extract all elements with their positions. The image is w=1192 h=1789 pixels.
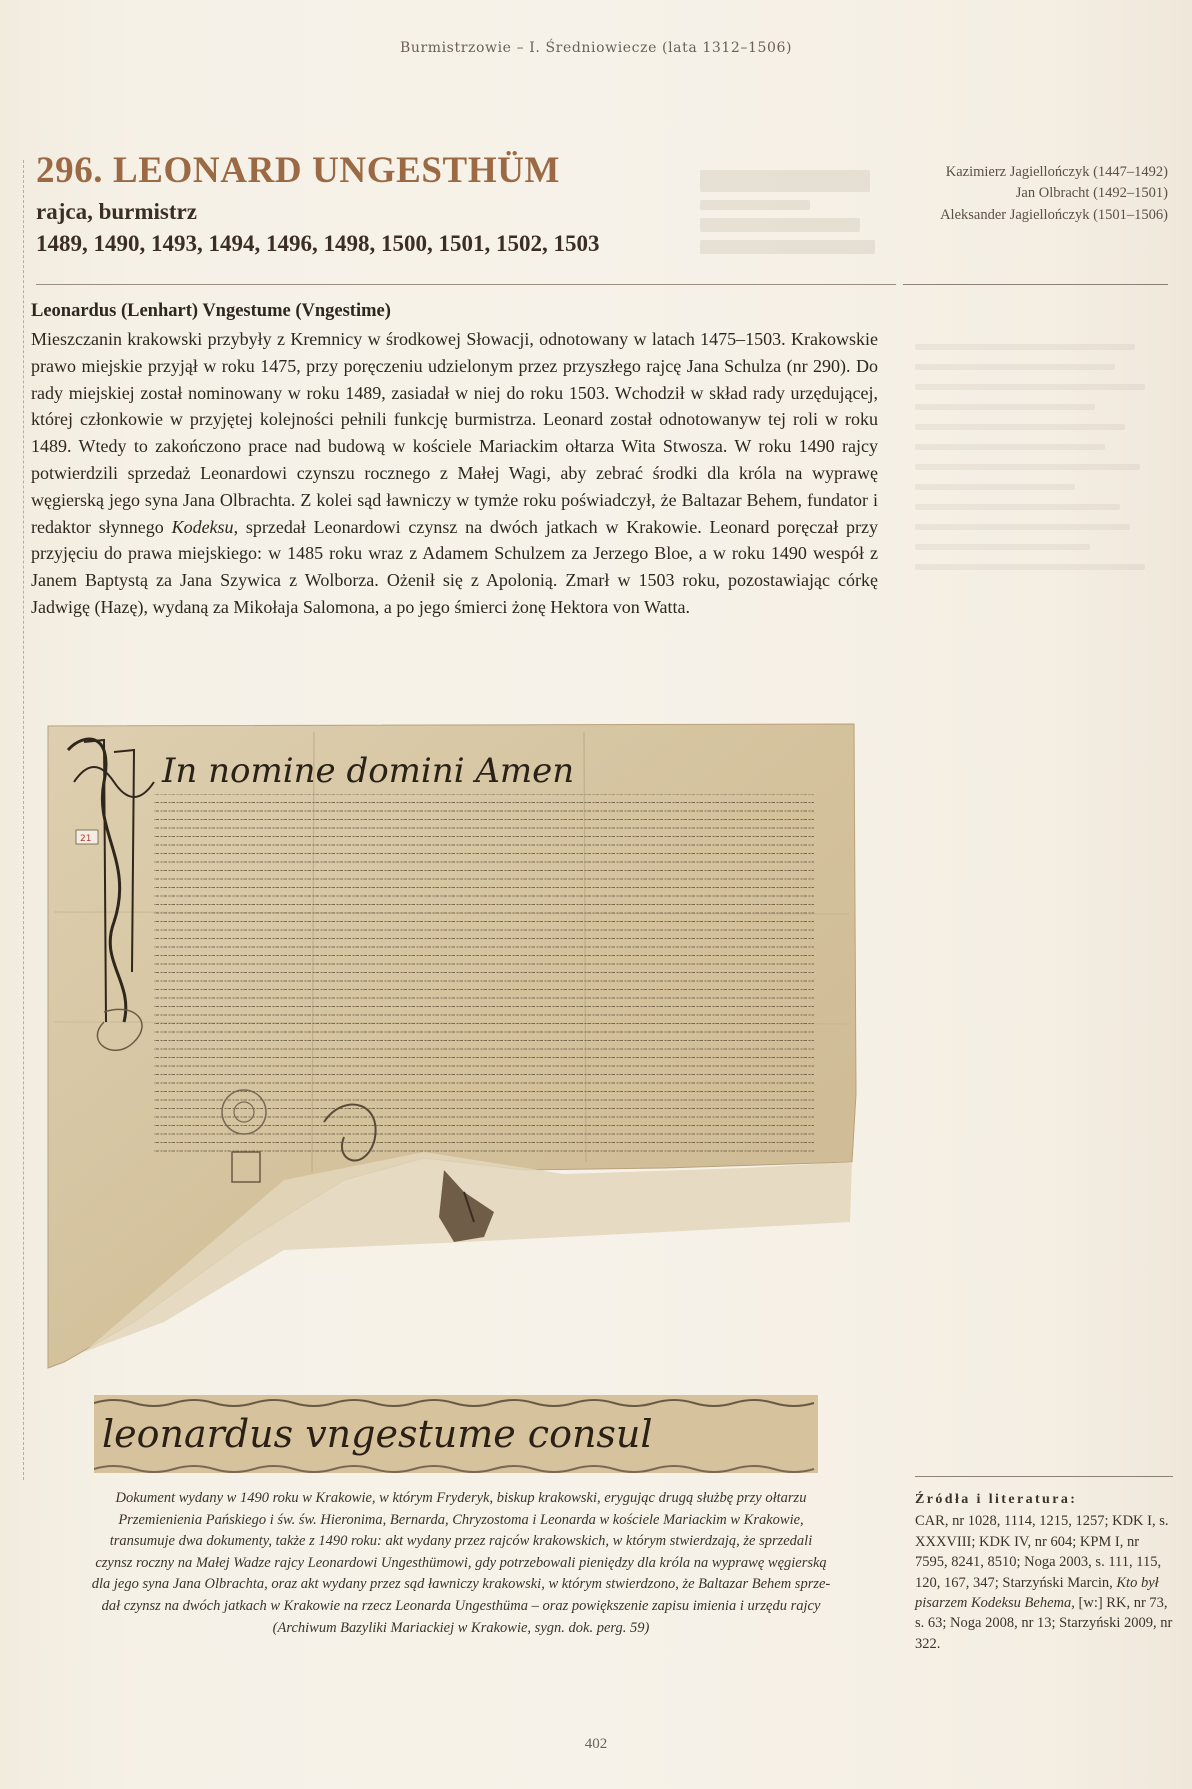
caption-line: transumuje dwa dokumenty, także z 1490 roku: akt wydany przez rajców krakowskich, w którym stwierdzają, że sprzedali	[109, 1533, 813, 1550]
entry-subtitle: rajca, burmistrz	[36, 199, 197, 224]
sources-text-part1: CAR, nr 1028, 1114, 1215, 1257; KDK I, s. XXXVIII; KDK IV, nr 604; KPM I, nr 7595, 8241, 8510; Noga 2003, s. 111, 115, 120, 167, 347; Starzyński Marcin,	[915, 1513, 1169, 1591]
caption-line: czynsz roczny na Małej Wadze rajcy Leonardowi Ungesthümowi, gdy potrzebowali pieniędzy dla króla na wyprawę węgierską	[95, 1554, 827, 1571]
sources-heading: Źródła i literatura:	[915, 1492, 1078, 1507]
biography-text-italic: Kodeksu	[171, 516, 234, 537]
document-heading-script: In nomine domini Amen	[162, 751, 575, 791]
sources-divider	[915, 1476, 1173, 1477]
zoomed-inscription-text: leonardus vngestume consul	[102, 1412, 653, 1456]
parchment-document-image	[44, 722, 858, 1370]
rulers-list	[903, 162, 1168, 226]
caption-line: (Archiwum Bazyliki Mariackiej w Krakowie, sygn. dok. perg. 59)	[272, 1619, 650, 1636]
biography-text-part2: , sprzedał Leonardowi czynsz na dwóch jatkach w Krakowie. Leonard poręczał przy przyjęciu do prawa miejskiego: w 1485 roku wraz z Adamem Schulzem za Jerzego Bloe, a w roku 1490 wespół z Janem Baptystą za Jana Szywica z Wolborza. Ożenił się z Apolonią. Zmarł w 1503 roku, pozostawiając córkę Jadwigę (Hazę), wydaną za Mikołaja Salomona, a po jego śmierci żonę Hektora von Watta.	[31, 516, 879, 617]
page-number: 402	[584, 1736, 608, 1752]
sources-section	[915, 1490, 1175, 1654]
caption-line: Dokument wydany w 1490 roku w Krakowie, w którym Fryderyk, biskup krakowski, erygując drugą służbę przy ołtarzu	[115, 1490, 807, 1506]
archive-tag: 21	[80, 834, 92, 844]
entry-years: 1489, 1490, 1493, 1494, 1496, 1498, 1500, 1501, 1502, 1503	[36, 231, 600, 257]
zoomed-inscription-strip	[94, 1395, 818, 1473]
sources-text	[915, 1511, 1175, 1654]
biography-text	[31, 298, 878, 621]
sources-text-part2: [w:] RK, nr 73, s. 63; Noga 2008, nr 13; Starzyński 2009, nr 322.	[915, 1595, 1173, 1652]
caption-line: dla jego syna Jana Olbrachta, oraz akt wydany przez sąd ławniczy krakowski, w którym stwierdzono, że Baltazar Behem sprze-	[91, 1576, 831, 1593]
header-divider	[36, 284, 896, 285]
sources-text-italic: Kto był pisarzem Kodeksu Behema,	[915, 1574, 1159, 1612]
ruler-item: Aleksander Jagiellończyk (1501–1506)	[940, 206, 1168, 223]
image-caption	[46, 1488, 876, 1639]
ruler-item: Jan Olbracht (1492–1501)	[1015, 185, 1168, 202]
margin-divider	[903, 284, 1168, 285]
show-through-margin-notes	[915, 330, 1160, 1230]
running-head: Burmistrzowie – I. Średniowiecze (lata 1312–1506)	[399, 40, 793, 56]
left-margin-rule	[23, 160, 24, 1480]
entry-header	[36, 152, 896, 258]
biography-text-part1: Mieszczanin krakowski przybyły z Kremnicy w środkowej Słowacji, odnotowany w latach 1475–1503. Krakowskie prawo miejskie przyjął w roku 1475, przy poręczeniu udzielonym przez przyszłego rajcę Jana Schulza (nr 290). Do rady miejskiej został nominowany w roku 1489, zasiadał w niej do roku 1503. Wchodził w skład rady urzędującej, której członkowie w przyjętej kolejności pełnili funkcję burmistrza. Leonard został odnotowanyw tej roli w roku 1489. Wtedy to zakończono prace nad budową w kościele Mariackim ołtarza Wita Stwosza. W roku 1490 rajcy potwierdzili sprzedaż Leonardowi czynszu rocznego z Małej Wagi, aby zebrać środki dla króla na wyprawę węgierską jego syna Jana Olbrachta. Z kolei sąd ławniczy w tymże roku poświadczył, że Baltazar Behem, fundator i redaktor słynnego	[31, 329, 878, 537]
caption-line: dał czynsz na dwóch jatkach w Krakowie na rzecz Leonarda Ungesthüma – oraz powiększenie zapisu imienia i urzędu rajcy	[101, 1597, 821, 1614]
caption-line: Przemienienia Pańskiego i św. św. Hieronima, Bernarda, Chryzostoma i Leonarda w kościele Mariackim w Krakowie,	[118, 1511, 804, 1528]
biography-paragraph	[31, 326, 878, 621]
entry-title: 296. LEONARD UNGESTHÜM	[36, 150, 561, 191]
ruler-item: Kazimierz Jagiellończyk (1447–1492)	[945, 164, 1168, 180]
name-variants: Leonardus (Lenhart) Vngestume (Vngestime)	[31, 301, 391, 321]
